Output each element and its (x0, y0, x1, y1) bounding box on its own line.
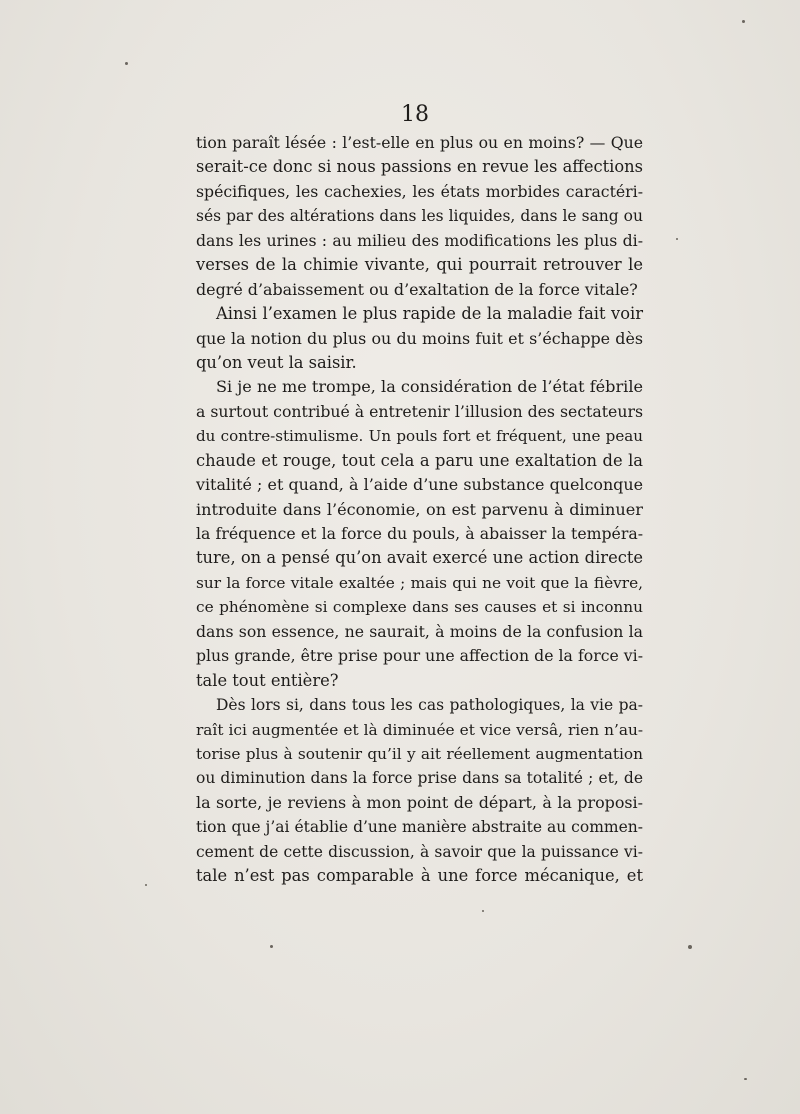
text-line: ture, on a pensé qu’on avait exercé une action directe (196, 548, 643, 568)
text-line: degré d’abaissement ou d’exaltation de la force vitale? (196, 279, 638, 299)
text-line: que la notion du plus ou du moins fuit et s’échappe dès (196, 328, 643, 348)
text-line: Ainsi l’examen le plus rapide de la maladie fait voir (216, 304, 643, 324)
text-line: dans les urines : au milieu des modifications les plus di- (196, 230, 643, 250)
text-line: serait-ce donc si nous passions en revue les affections (196, 157, 643, 177)
text-line: plus grande, être prise pour une affection de la force vi- (196, 646, 643, 666)
text-line: dans son essence, ne saurait, à moins de la confusion la (196, 621, 643, 641)
page-number: 18 (401, 102, 429, 127)
paper-speck (676, 238, 678, 240)
text-line: introduite dans l’économie, on est parvenu à diminuer (196, 499, 643, 519)
text-line: chaude et rouge, tout cela a paru une exaltation de la (196, 450, 643, 470)
text-line: tale n’est pas comparable à une force mécanique, et (196, 866, 643, 886)
text-line: sur la force vitale exaltée ; mais qui ne voit que la fièvre, (196, 573, 643, 592)
text-line: ou diminution dans la force prise dans sa totalité ; et, de (196, 769, 643, 788)
text-line: torise plus à soutenir qu’il y ait réellement augmentation (196, 744, 643, 763)
text-line: tion que j’ai établie d’une manière abstraite au commen- (196, 818, 643, 837)
text-line: tale tout entière? (196, 670, 339, 690)
text-line: Si je ne me trompe, la considération de l’état fébrile (216, 377, 643, 397)
paper-speck (482, 910, 484, 912)
text-line: raît ici augmentée et là diminuée et vice versâ, rien n’au- (196, 720, 643, 739)
text-line: verses de la chimie vivante, qui pourrait retrouver le (196, 255, 643, 275)
paper-speck (742, 20, 745, 23)
text-line: cement de cette discussion, à savoir que la puissance vi- (196, 842, 643, 861)
text-line: Dès lors si, dans tous les cas pathologiques, la vie pa- (216, 696, 643, 715)
paper-speck (145, 884, 147, 886)
body-text (196, 131, 643, 889)
text-line: ce phénomène si complexe dans ses causes et si inconnu (196, 598, 643, 617)
text-line: tion paraît lésée : l’est-elle en plus ou en moins? — Que (196, 133, 643, 152)
text-line: sés par des altérations dans les liquides, dans le sang ou (196, 207, 643, 226)
text-line: spécifiques, les cachexies, les états morbides caractéri- (196, 181, 643, 201)
text-line: qu’on veut la saisir. (196, 352, 357, 372)
paper-speck (744, 1078, 747, 1080)
paper-speck (688, 945, 692, 949)
text-line: la sorte, je reviens à mon point de départ, à la proposi- (196, 792, 643, 812)
text-line: du contre-stimulisme. Un pouls fort et fréquent, une peau (196, 427, 643, 446)
text-line: la fréquence et la force du pouls, à abaisser la tempéra- (196, 524, 643, 543)
text-line: a surtout contribué à entretenir l’illusion des sectateurs (196, 401, 643, 421)
paper-speck (125, 62, 128, 65)
text-line: vitalité ; et quand, à l’aide d’une substance quelconque (196, 475, 643, 495)
paper-speck (270, 945, 273, 948)
